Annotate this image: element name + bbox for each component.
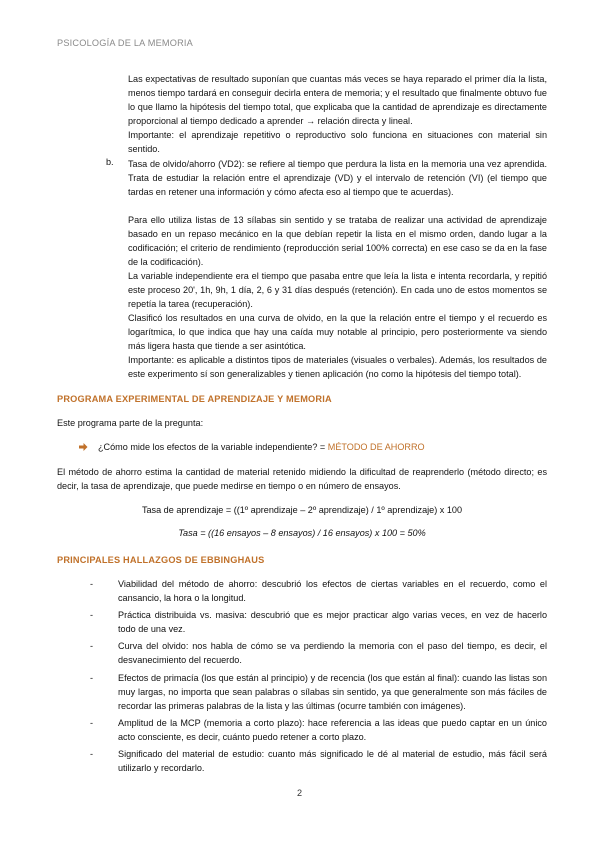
question-line [98, 440, 547, 454]
list-dash: - [90, 717, 94, 728]
arrow-right-icon [78, 442, 88, 452]
page-header: PSICOLOGÍA DE LA MEMORIA [57, 38, 194, 48]
page-number: 2 [296, 788, 303, 798]
list-item: - Viabilidad del método de ahorro: descubrió los efectos de ciertas variables en el recuerdo, como el cansancio, la hora o la longitud. [90, 579, 547, 604]
list-item: - Significado del material de estudio: cuanto más significado le dé al material de estudio, más fácil será utilizarlo y recordarlo. [90, 749, 547, 774]
list-item: - Efectos de primacía (los que están al principio) y de recencia (los que están al final): cuando las listas son muy largas, no importa que sean palabras o sílabas sin sentido, ya que generalmente son más fáciles de recordar las primeras palabras de la lista y las últimas (ocurre también con imágenes). [90, 672, 547, 711]
item-b-label: b. [106, 157, 114, 167]
list-item: - Práctica distribuida vs. masiva: descubrió que es mejor practicar algo varias veces, en vez de hacerlo todo de una vez. [90, 610, 547, 635]
list-dash: - [90, 579, 94, 589]
intro-paragraph: Las expectativas de resultado suponían que cuantas más veces se haya reparado el primer día la lista, menos tiempo tardará en conseguir decirla entera de memoria; y el resultado que finalmente obtuvo fue lo que llamo la hipótesis del tiempo total, que explicaba que la cantidad de aprendizaje es directamente proporcional al tiempo dedicado a aprender → relación directa y lineal. [128, 74, 547, 127]
list-dash: - [90, 749, 94, 760]
list-item: - Curva del olvido: nos habla de cómo se va perdiendo la memoria con el paso del tiempo, es decir, el desvanecimiento del recuerdo. [90, 641, 547, 666]
list-dash: - [90, 610, 94, 621]
question-text: ¿Cómo mide los efectos de la variable independiente? = [98, 442, 328, 452]
method-description: El método de ahorro estima la cantidad de material retenido midiendo la dificultad de reaprenderlo (método directo; es decir, la tasa de aprendizaje, que puede medirse en tiempo o en número de ensayos. [57, 467, 547, 492]
formula: Tasa de aprendizaje = ((1º aprendizaje – 2º aprendizaje) / 1º aprendizaje) x 100 [141, 505, 463, 515]
list-dash: - [90, 641, 94, 652]
section-title-programa: PROGRAMA EXPERIMENTAL DE APRENDIZAJE Y MEMORIA [57, 394, 332, 404]
section-title-hallazgos: PRINCIPALES HALLAZGOS DE EBBINGHAUS [57, 555, 265, 565]
item-b-definition: Tasa de olvido/ahorro (VD2): se refiere al tiempo que perdura la lista en la memoria una vez aprendida. Trata de estudiar la relación entre el aprendizaje (VD) y el intervalo de retención (VI) (el tiempo que tardas en retener una información y cómo afecta eso al tiempo que te acuerdas). [128, 159, 547, 198]
list-dash: - [90, 672, 94, 683]
intro-important: Importante: el aprendizaje repetitivo o reproductivo solo funciona en situaciones con material sin sentido. [128, 130, 547, 155]
list-item: - Amplitud de la MCP (memoria a corto plazo): hace referencia a las ideas que puedo captar en un único acto consciente, es decir, cuánto puedo retener a corto plazo. [90, 717, 547, 742]
question-accent: MÉTODO DE AHORRO [327, 442, 425, 452]
findings-list [57, 577, 547, 778]
section-lead: Este programa parte de la pregunta: [57, 418, 204, 428]
formula-example: Tasa = ((16 ensayos – 8 ensayos) / 16 ensayos) x 100 = 50% [178, 528, 426, 538]
item-b-curve: Clasificó los resultados en una curva de olvido, en la que la relación entre el tiempo y el recuerdo es logarítmica, lo que indica que hay una caída muy notable al principio, pero posteriormente va siendo más ligera hasta que tiende a ser asintótica. [128, 313, 547, 352]
item-b-variable: La variable independiente era el tiempo que pasaba entre que leía la lista e intenta recordarla, y repitió este proceso 20', 1h, 9h, 1 día, 2, 6 y 31 días después (retención). En cada uno de estos momentos se repetía la tarea (recuperación). [128, 271, 547, 310]
item-b-important: Importante: es aplicable a distintos tipos de materiales (visuales o verbales). Además, los resultados de este experimento sí son generalizables y tienen aplicación (no como la hipótesis del tiempo total). [128, 355, 547, 380]
item-b-method: Para ello utiliza listas de 13 sílabas sin sentido y se trataba de realizar una actividad de aprendizaje basado en un repaso mecánico en la que debían repetir la lista en el mismo orden, dando lugar a la codificación; el criterio de rendimiento (reproducción serial 100% correcta) en ese caso se da en la fase de la codificación). [128, 215, 547, 268]
